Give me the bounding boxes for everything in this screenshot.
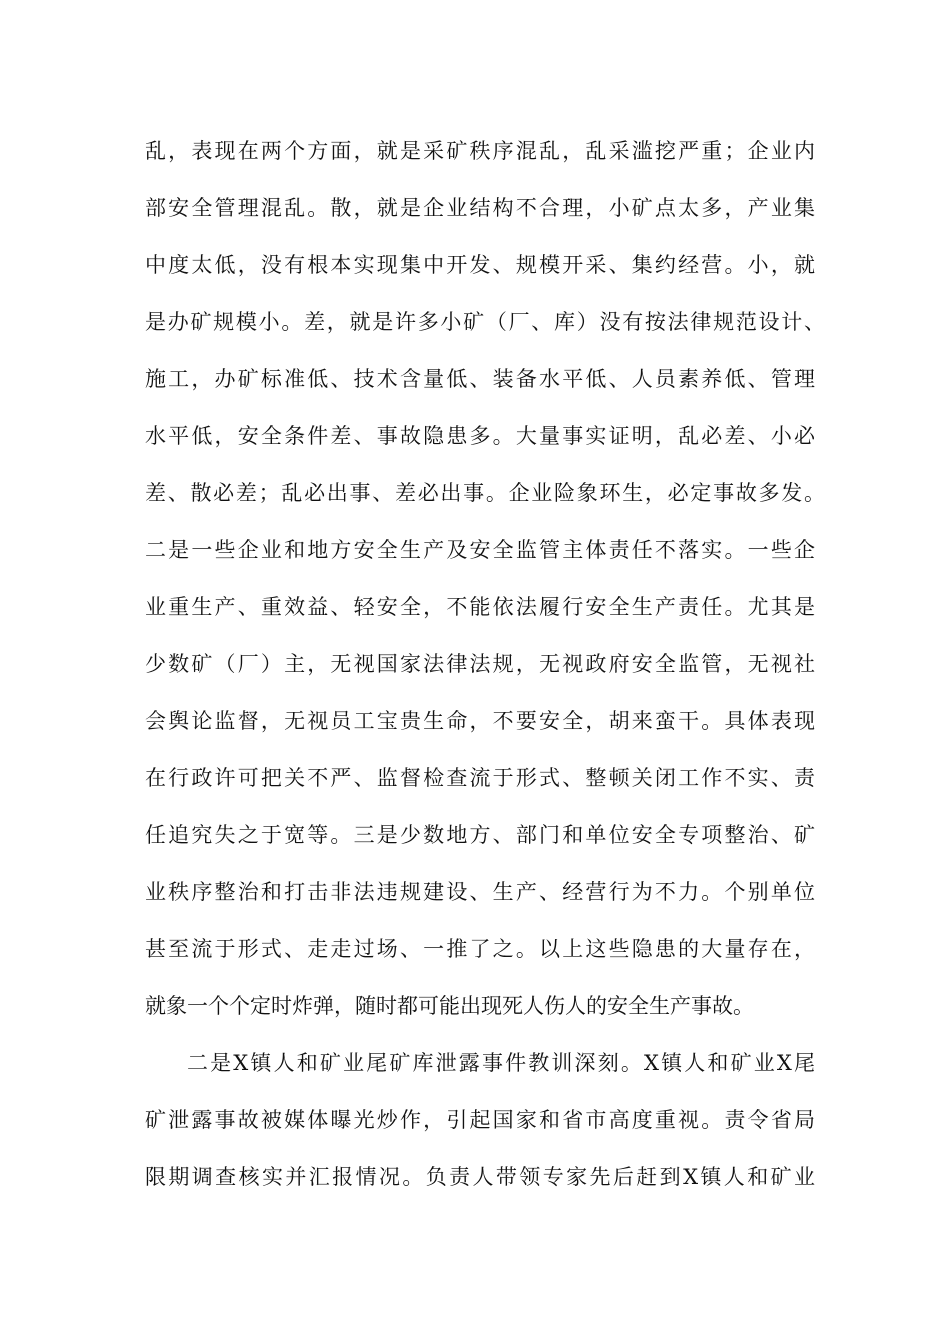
text-line: 二是一些企业和地方安全生产及安全监管主体责任不落实。一些企 [145, 538, 815, 562]
paragraph-first-line: 二是X镇人和矿业尾矿库泄露事件教训深刻。X镇人和矿业X尾 [187, 1051, 815, 1075]
text-line: 会舆论监督，无视员工宝贵生命，不要安全，胡来蛮干。具体表现 [145, 709, 815, 733]
text-line: 业秩序整治和打击非法违规建设、生产、经营行为不力。个别单位 [145, 880, 815, 904]
text-line: 就象一个个定时炸弹，随时都可能出现死人伤人的安全生产事故。 [145, 994, 754, 1018]
text-line: 部安全管理混乱。散，就是企业结构不合理，小矿点太多，产业集 [145, 196, 815, 220]
text-line: 甚至流于形式、走走过场、一推了之。以上这些隐患的大量存在， [145, 937, 815, 961]
text-line: 水平低，安全条件差、事故隐患多。大量事实证明，乱必差、小必 [145, 424, 815, 448]
text-line: 中度太低，没有根本实现集中开发、规模开采、集约经营。小，就 [145, 253, 815, 277]
text-line: 任追究失之于宽等。三是少数地方、部门和单位安全专项整治、矿 [145, 823, 815, 847]
text-line: 在行政许可把关不严、监督检查流于形式、整顿关闭工作不实、责 [145, 766, 815, 790]
text-line: 业重生产、重效益、轻安全，不能依法履行安全生产责任。尤其是 [145, 595, 815, 619]
text-line: 差、散必差；乱必出事、差必出事。企业险象环生，必定事故多发。 [145, 481, 825, 505]
text-line: 矿泄露事故被媒体曝光炒作，引起国家和省市高度重视。责令省局 [145, 1108, 815, 1132]
text-line: 施工，办矿标准低、技术含量低、装备水平低、人员素养低、管理 [145, 367, 815, 391]
text-line: 乱，表现在两个方面，就是采矿秩序混乱，乱采滥挖严重；企业内 [145, 139, 815, 163]
text-line: 少数矿（厂）主，无视国家法律法规，无视政府安全监管，无视社 [145, 652, 815, 676]
text-line: 是办矿规模小。差，就是许多小矿（厂、库）没有按法律规范设计、 [145, 310, 825, 334]
text-line: 限期调查核实并汇报情况。负责人带领专家先后赶到X镇人和矿业 [145, 1165, 815, 1189]
